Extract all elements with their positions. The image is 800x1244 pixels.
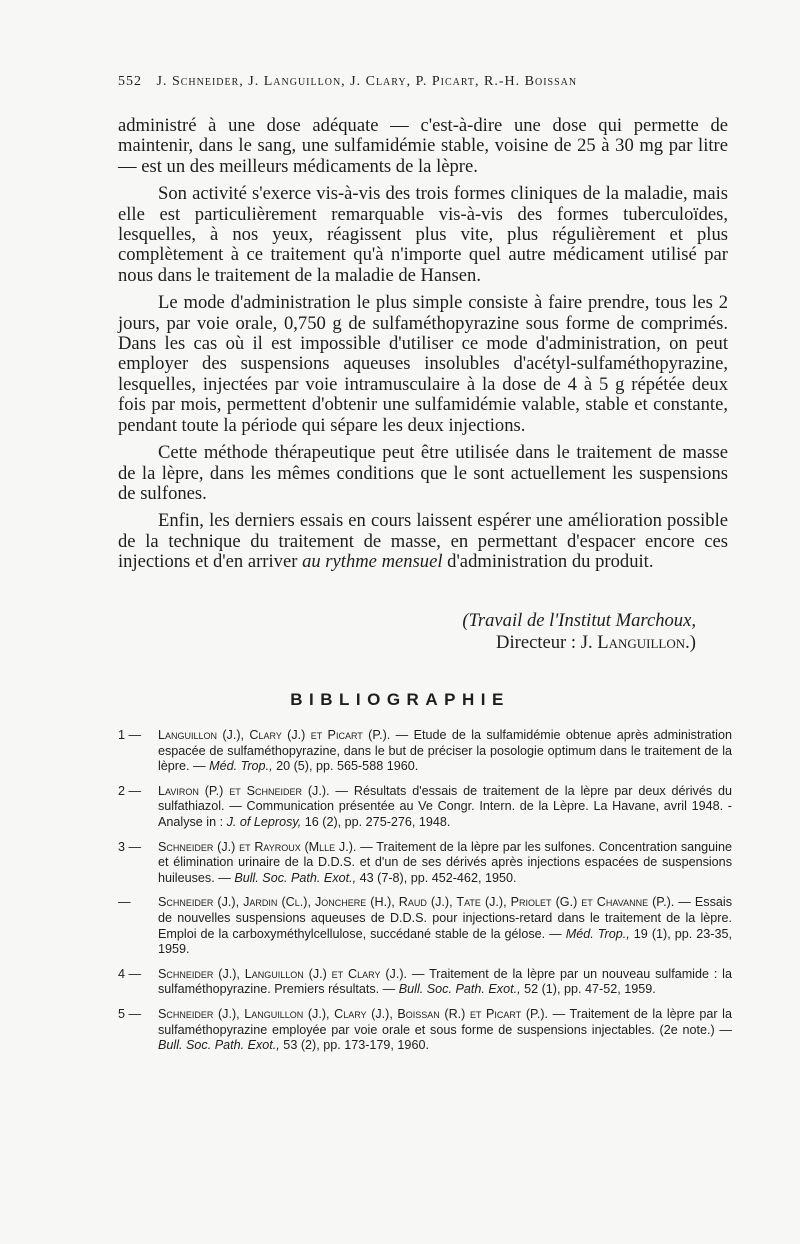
reference-item <box>118 967 732 998</box>
reference-text: — Traitement de la lèpre par la sulfaméthopyrazine employée par voie orale et sous forme de suspensions injectables. (2e note.) — <box>158 1006 732 1037</box>
reference-number: 5 — <box>118 1006 142 1021</box>
reference-number: — <box>118 895 131 910</box>
reference-text: — Etude de la sulfamidémie obtenue après administration espacée de sulfaméthopyrazine, dans le but de préciser la posologie optimum dans le traitement de la lèpre. — <box>158 728 732 774</box>
reference-authors: Laviron (P.) et Schneider (J.). <box>158 783 330 798</box>
reference-text: — Traitement de la lèpre par les sulfones. Concentration sanguine et élimination urinaire de la D.D.S. et d'un de ses dérivés après injections espacées de suspensions huileuses. — <box>158 839 732 885</box>
reference-details: 19 (1), pp. 23-35, 1959. <box>158 926 732 957</box>
reference-text: — Traitement de la lèpre par un nouveau sulfamide : la sulfaméthopyrazine. Premiers résultats. — <box>158 966 732 997</box>
reference-journal: Méd. Trop., <box>565 926 630 941</box>
reference-journal: Bull. Soc. Path. Exot., <box>398 982 521 997</box>
credit-director-prefix: Directeur : J. <box>496 632 598 653</box>
credit-director-name: Languillon <box>597 632 686 653</box>
credit-line-1: (Travail de l'Institut Marchoux, <box>462 610 696 631</box>
paragraph-5-end: d'administration du produit. <box>442 551 654 573</box>
reference-journal: Méd. Trop., <box>209 759 273 774</box>
page-number: 552 <box>118 74 142 89</box>
reference-item <box>118 840 732 887</box>
bibliography-list <box>118 728 732 1063</box>
reference-authors: Schneider (J.) et Rayroux (Mlle J.). <box>158 839 357 854</box>
paragraph-5-italic: au rythme mensuel <box>302 551 443 573</box>
reference-item <box>118 784 732 831</box>
reference-text: — Essais de nouvelles suspensions aqueuses de D.D.S. pour injections-retard dans le traitement de la lèpre. Emploi de la carboxyméthylcellulose, succédané stable de la gélose. — <box>158 895 732 941</box>
paragraph-3: Le mode d'administration le plus simple consiste à faire prendre, tous les 2 jours, par voie orale, 0,750 g de sulfaméthopyrazine sous forme de comprimés. Dans les cas où il est impossible d'utiliser ce mode d'administration, on peut employer des suspensions aqueuses insolubles d'acétyl-sulfaméthopyrazine, lesquelles, injectées par voie intramusculaire à la dose de 4 à 5 g répétée deux fois par mois, permettent d'obtenir une sulfamidémie valable, stable et constante, pendant toute la période qui sépare les deux injections. <box>118 292 728 436</box>
reference-details: 43 (7-8), pp. 452-462, 1950. <box>356 870 517 885</box>
bibliography-title: BIBLIOGRAPHIE <box>290 690 510 709</box>
reference-number: 3 — <box>118 839 142 854</box>
reference-details: 52 (1), pp. 47-52, 1959. <box>520 982 656 997</box>
reference-journal: Bull. Soc. Path. Exot., <box>158 1038 280 1053</box>
institution-credit <box>118 610 696 654</box>
reference-number: 1 — <box>118 728 142 742</box>
paragraph-1: administré à une dose adéquate — c'est-à-dire une dose qui permette de maintenir, dans le sang, une sulfamidémie stable, voisine de 25 à 30 mg par litre — est un des meilleurs médicaments de la lèpre. <box>118 115 728 177</box>
reference-text: — Résultats d'essais de traitement de la lèpre par deux dérivés du sulfathiazol. — Communication présentée au Ve Congr. Intern. de la Lèpre. La Havane, avril 1948. - Analyse in : <box>158 783 732 829</box>
reference-number: 4 — <box>118 966 142 981</box>
reference-authors: Schneider (J.), Languillon (J.) et Clary (J.). <box>158 966 408 981</box>
reference-item <box>118 1007 732 1054</box>
reference-item <box>118 728 732 775</box>
reference-journal: J. of Leprosy, <box>226 814 302 829</box>
credit-line-2 <box>118 632 696 654</box>
body-text <box>118 116 728 580</box>
reference-journal: Bull. Soc. Path. Exot., <box>234 870 357 885</box>
reference-authors: Schneider (J.), Jardin (Cl.), Jonchere (H.), Raud (J.), Tate (J.), Priolet (G.) et Chavanne (P.). <box>158 895 675 910</box>
credit-director-suffix: .) <box>685 632 696 653</box>
running-header <box>118 74 688 90</box>
paragraph-2: Son activité s'exerce vis-à-vis des trois formes cliniques de la maladie, mais elle est particulièrement remarquable vis-à-vis des formes tuberculoïdes, lesquelles, à nos yeux, réagissent plus vite, plus régulièrement et plus complètement à ce traitement qu'à n'importe quel autre médicament utilisé par nous dans le traitement de la maladie de Hansen. <box>118 183 728 286</box>
reference-details: 53 (2), pp. 173-179, 1960. <box>279 1038 429 1053</box>
paragraph-5 <box>118 511 728 572</box>
reference-item <box>118 895 732 957</box>
paragraph-5-text: Enfin, les derniers essais en cours laissent espérer une amélioration possible de la technique du traitement de masse, en permettant d'espacer encore ces injections et d'en arriver <box>118 510 728 573</box>
reference-number: 2 — <box>118 783 142 798</box>
reference-details: 20 (5), pp. 565-588 1960. <box>272 759 419 774</box>
running-header-authors: J. Schneider, J. Languillon, J. Clary, P. Picart, R.-H. Boissan <box>156 74 578 89</box>
paragraph-4: Cette méthode thérapeutique peut être utilisée dans le traitement de masse de la lèpre, dans les mêmes conditions que le sont actuellement les suspensions de sulfones. <box>118 442 728 504</box>
reference-authors: Languillon (J.), Clary (J.) et Picart (P.). <box>158 728 391 742</box>
reference-details: 16 (2), pp. 275-276, 1948. <box>301 814 451 829</box>
reference-authors: Schneider (J.), Languillon (J.), Clary (J.), Boissan (R.) et Picart (P.). <box>158 1006 549 1021</box>
